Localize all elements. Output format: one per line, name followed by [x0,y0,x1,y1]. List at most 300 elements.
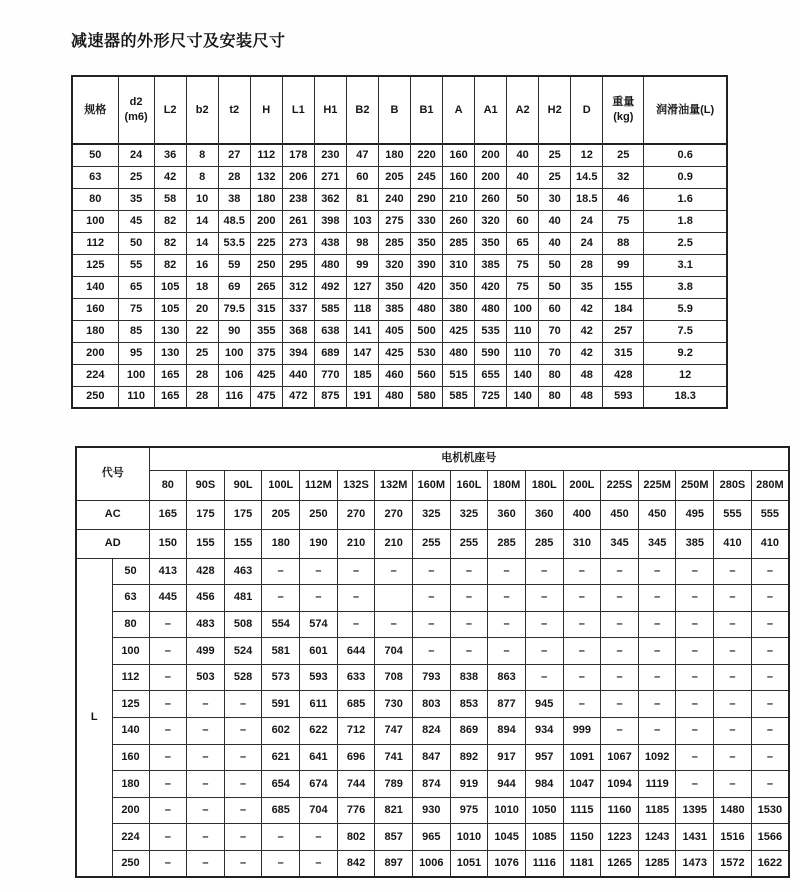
frame-col-header: 250M [676,470,714,500]
frame-value-cell: 150 [149,529,187,558]
frame-value-cell: 450 [601,500,639,529]
l-value-cell: – [525,638,563,665]
frame-col-header: 112M [300,470,338,500]
l-dimension-row [76,664,789,691]
dimension-value-cell: 220 [410,144,442,166]
dimension-value-cell: 295 [282,254,314,276]
l-value-cell: – [638,718,676,745]
dimension-value-cell: 7.5 [644,320,727,342]
l-value-cell: – [525,558,563,585]
l-value-cell: 847 [412,744,450,771]
dimension-value-cell: 9.2 [644,342,727,364]
dimension-value-cell: 14 [186,210,218,232]
l-value-cell: – [262,558,300,585]
dimension-value-cell: 75 [603,210,644,232]
l-value-cell: – [638,664,676,691]
dimension-value-cell: 200 [475,166,507,188]
l-value-cell: 644 [337,638,375,665]
dimension-value-cell: 160 [443,166,475,188]
dimension-value-cell: 105 [154,276,186,298]
dimension-value-cell: 257 [603,320,644,342]
dimension-value-cell: 585 [314,298,346,320]
dimension-value-cell: 8 [186,166,218,188]
l-value-cell: 945 [525,691,563,718]
frame-value-cell: 250 [300,500,338,529]
dimension-value-cell: 112 [250,144,282,166]
dimension-value-cell: 99 [603,254,644,276]
l-value-cell: – [563,691,601,718]
dimension-value-cell: 1.8 [644,210,727,232]
dimension-value-cell: 103 [346,210,378,232]
l-value-cell: – [563,638,601,665]
l-value-cell: 1115 [563,797,601,824]
dimension-value-cell: 260 [475,188,507,210]
dimension-value-cell: 90 [218,320,250,342]
spec-size-cell: 224 [72,364,118,386]
dimension-value-cell: 535 [475,320,507,342]
l-value-cell: 857 [375,824,413,851]
dimensions-col-header: 重量 (kg) [603,76,644,144]
l-value-cell: – [714,638,752,665]
frame-value-cell: 345 [638,529,676,558]
l-value-cell: 892 [450,744,488,771]
l-value-cell: 1480 [714,797,752,824]
l-value-cell: – [751,558,789,585]
dimension-value-cell: 3.1 [644,254,727,276]
dimension-value-cell: 285 [378,232,410,254]
l-value-cell: – [412,611,450,638]
dimension-value-cell: 75 [118,298,154,320]
dimension-value-cell: 312 [282,276,314,298]
dimension-value-cell: 472 [282,386,314,408]
l-value-cell: 445 [149,585,187,612]
dimension-value-cell: 385 [475,254,507,276]
dimension-value-cell: 315 [250,298,282,320]
dimensions-col-header: H2 [539,76,571,144]
l-value-cell: 944 [488,771,526,798]
dimension-value-cell: 81 [346,188,378,210]
l-value-cell: 1285 [638,851,676,878]
l-value-cell: 897 [375,851,413,878]
dimension-value-cell: 58 [154,188,186,210]
dimensions-col-header: A [443,76,475,144]
l-value-cell: – [300,824,338,851]
dimensions-col-header: L1 [282,76,314,144]
l-dimension-row [76,824,789,851]
l-value-cell: 1116 [525,851,563,878]
dimension-value-cell: 88 [603,232,644,254]
dimension-value-cell: 480 [314,254,346,276]
dimension-value-cell: 18.3 [644,386,727,408]
frame-value-cell: 285 [488,529,526,558]
l-value-cell: 863 [488,664,526,691]
l-value-cell: – [488,611,526,638]
dimensions-row [72,298,727,320]
l-value-cell: 1051 [450,851,488,878]
l-value-cell: 685 [337,691,375,718]
dimension-value-cell: 480 [378,386,410,408]
l-value-cell: 685 [262,797,300,824]
dimension-value-cell: 405 [378,320,410,342]
dimension-value-cell: 180 [250,188,282,210]
l-value-cell: 824 [412,718,450,745]
frame-col-header: 160L [450,470,488,500]
l-value-cell: – [412,585,450,612]
l-value-cell: – [262,824,300,851]
dimension-value-cell: 12 [571,144,603,166]
dimensions-row [72,342,727,364]
dimension-value-cell: 46 [603,188,644,210]
dimension-value-cell: 70 [539,320,571,342]
frame-value-cell: 155 [187,529,225,558]
l-value-cell: – [676,558,714,585]
dimension-value-cell: 25 [118,166,154,188]
l-value-cell: 704 [300,797,338,824]
l-value-cell: – [563,558,601,585]
l-value-cell: – [714,718,752,745]
l-dimension-row [76,691,789,718]
frame-col-header: 160M [412,470,450,500]
dimension-value-cell: 492 [314,276,346,298]
l-value-cell: 1006 [412,851,450,878]
l-value-cell [375,585,413,612]
dimension-value-cell: 80 [539,386,571,408]
dimension-value-cell: 127 [346,276,378,298]
l-value-cell: – [375,611,413,638]
l-value-cell: – [149,718,187,745]
l-value-cell: – [149,797,187,824]
l-value-cell: – [337,585,375,612]
dimension-value-cell: 2.5 [644,232,727,254]
l-dimension-row [76,718,789,745]
l-size-cell: 63 [112,585,149,612]
dimension-value-cell: 50 [539,254,571,276]
l-size-cell: 140 [112,718,149,745]
dimension-value-cell: 240 [378,188,410,210]
l-value-cell: – [676,744,714,771]
dimension-value-cell: 48 [571,386,603,408]
frame-value-cell: 325 [412,500,450,529]
dimension-value-cell: 36 [154,144,186,166]
dimension-value-cell: 59 [218,254,250,276]
l-value-cell: 1067 [601,744,639,771]
dimension-value-cell: 515 [443,364,475,386]
l-dimension-row [76,611,789,638]
dimensions-row [72,144,727,166]
l-value-cell: – [187,744,225,771]
l-value-cell: – [638,585,676,612]
dimension-value-cell: 225 [250,232,282,254]
dimension-value-cell: 638 [314,320,346,342]
dimension-value-cell: 110 [118,386,154,408]
frame-col-header: 225M [638,470,676,500]
dimension-value-cell: 80 [539,364,571,386]
dimension-value-cell: 100 [218,342,250,364]
ac-label-cell: AC [76,500,149,529]
l-value-cell: 853 [450,691,488,718]
dimension-value-cell: 25 [186,342,218,364]
dimension-value-cell: 480 [410,298,442,320]
dimension-value-cell: 5.9 [644,298,727,320]
dimension-value-cell: 265 [250,276,282,298]
l-value-cell: – [676,611,714,638]
dimension-value-cell: 178 [282,144,314,166]
l-value-cell: – [450,611,488,638]
dimension-value-cell: 141 [346,320,378,342]
l-value-cell: 528 [224,664,262,691]
dimension-value-cell: 20 [186,298,218,320]
dimension-value-cell: 48 [571,364,603,386]
l-value-cell: – [601,611,639,638]
dimension-value-cell: 580 [410,386,442,408]
dimension-value-cell: 40 [539,232,571,254]
dimension-value-cell: 100 [118,364,154,386]
frame-col-header: 90L [224,470,262,500]
dimension-value-cell: 100 [507,298,539,320]
l-value-cell: – [676,585,714,612]
dimensions-row [72,188,727,210]
dimensions-row [72,166,727,188]
dimension-value-cell: 32 [603,166,644,188]
dimension-value-cell: 585 [443,386,475,408]
frame-value-cell: 360 [488,500,526,529]
l-value-cell: 789 [375,771,413,798]
l-value-cell: 1572 [714,851,752,878]
l-size-cell: 160 [112,744,149,771]
l-value-cell: – [224,797,262,824]
dimension-value-cell: 355 [250,320,282,342]
l-value-cell: 747 [375,718,413,745]
l-dimension-row [76,851,789,878]
dimension-value-cell: 147 [346,342,378,364]
dimension-value-cell: 130 [154,342,186,364]
dimension-value-cell: 25 [539,144,571,166]
dimension-value-cell: 210 [443,188,475,210]
l-value-cell: – [638,691,676,718]
frame-value-cell: 400 [563,500,601,529]
l-size-cell: 125 [112,691,149,718]
frame-value-cell: 495 [676,500,714,529]
dimensions-row [72,254,727,276]
frame-value-cell: 555 [714,500,752,529]
l-size-cell: 50 [112,558,149,585]
l-value-cell: – [450,585,488,612]
dimension-value-cell: 368 [282,320,314,342]
frame-value-cell: 165 [149,500,187,529]
spec-size-cell: 63 [72,166,118,188]
l-value-cell: 975 [450,797,488,824]
motor-frame-header-cell: 电机机座号 [149,447,789,470]
l-value-cell: 965 [412,824,450,851]
dimension-value-cell: 79.5 [218,298,250,320]
l-value-cell: – [375,558,413,585]
dimension-value-cell: 185 [346,364,378,386]
l-value-cell: – [262,585,300,612]
dimension-value-cell: 75 [507,276,539,298]
dimension-value-cell: 28 [571,254,603,276]
dimensions-row [72,320,727,342]
dimensions-col-header: H1 [314,76,346,144]
page-title: 减速器的外形尺寸及安装尺寸 [71,33,286,50]
motor-table-header-row-2 [76,470,789,500]
spec-size-cell: 200 [72,342,118,364]
frame-col-header: 280S [714,470,752,500]
l-value-cell: – [488,638,526,665]
l-value-cell: – [676,664,714,691]
dimension-value-cell: 105 [154,298,186,320]
frame-value-cell: 270 [375,500,413,529]
l-value-cell: 593 [300,664,338,691]
dimension-value-cell: 273 [282,232,314,254]
l-value-cell: 877 [488,691,526,718]
dimension-value-cell: 205 [378,166,410,188]
dimension-value-cell: 50 [539,276,571,298]
frame-value-cell: 175 [224,500,262,529]
l-size-cell: 224 [112,824,149,851]
l-value-cell: 930 [412,797,450,824]
dimension-value-cell: 425 [378,342,410,364]
l-dimension-row [76,771,789,798]
dimension-value-cell: 42 [571,298,603,320]
dimension-value-cell: 28 [186,364,218,386]
dimension-value-cell: 53.5 [218,232,250,254]
dimension-value-cell: 50 [507,188,539,210]
dimension-value-cell: 200 [475,144,507,166]
l-value-cell: – [149,771,187,798]
dimension-value-cell: 425 [250,364,282,386]
l-value-cell: 1622 [751,851,789,878]
dimension-value-cell: 285 [443,232,475,254]
dimension-value-cell: 10 [186,188,218,210]
dimension-value-cell: 0.6 [644,144,727,166]
l-dimension-row [76,585,789,612]
l-value-cell: 581 [262,638,300,665]
frame-col-header: 80 [149,470,187,500]
dimension-value-cell: 398 [314,210,346,232]
ad-label-cell: AD [76,529,149,558]
dimension-value-cell: 480 [443,342,475,364]
dimensions-row [72,276,727,298]
dimensions-row [72,210,727,232]
l-value-cell: – [714,744,752,771]
l-size-cell: 250 [112,851,149,878]
l-value-cell: 919 [450,771,488,798]
l-value-cell: – [601,585,639,612]
l-value-cell: – [450,638,488,665]
l-value-cell: 934 [525,718,563,745]
dimension-value-cell: 655 [475,364,507,386]
dimension-value-cell: 1.6 [644,188,727,210]
l-value-cell: – [676,638,714,665]
dimension-value-cell: 47 [346,144,378,166]
dimension-value-cell: 261 [282,210,314,232]
l-value-cell: – [601,664,639,691]
dimension-value-cell: 440 [282,364,314,386]
l-value-cell: 456 [187,585,225,612]
l-value-cell: 622 [300,718,338,745]
dimension-value-cell: 25 [539,166,571,188]
dimension-value-cell: 140 [507,364,539,386]
spec-size-cell: 160 [72,298,118,320]
dimension-value-cell: 106 [218,364,250,386]
frame-value-cell: 555 [751,500,789,529]
l-value-cell: 1160 [601,797,639,824]
l-value-cell: 621 [262,744,300,771]
l-value-cell: 1047 [563,771,601,798]
dimension-value-cell: 271 [314,166,346,188]
l-value-cell: – [714,558,752,585]
dimension-value-cell: 60 [539,298,571,320]
motor-frame-table [75,446,790,878]
l-value-cell: 776 [337,797,375,824]
code-header-cell: 代号 [76,447,149,500]
frame-col-header: 100L [262,470,300,500]
l-value-cell: – [224,771,262,798]
frame-value-cell: 205 [262,500,300,529]
l-value-cell: 1085 [525,824,563,851]
dimensions-row [72,232,727,254]
dimension-value-cell: 330 [410,210,442,232]
dimension-value-cell: 24 [571,232,603,254]
dimensions-col-header: B1 [410,76,442,144]
dimension-value-cell: 475 [250,386,282,408]
l-value-cell: – [525,611,563,638]
dimension-value-cell: 110 [507,320,539,342]
dimension-value-cell: 82 [154,210,186,232]
l-value-cell: 1010 [450,824,488,851]
dimension-value-cell: 180 [378,144,410,166]
l-value-cell: – [149,638,187,665]
l-value-cell: – [300,851,338,878]
l-value-cell: – [525,664,563,691]
dimensions-table [71,75,728,409]
l-value-cell: 601 [300,638,338,665]
l-value-cell: – [525,585,563,612]
l-value-cell: 574 [300,611,338,638]
dimension-value-cell: 385 [378,298,410,320]
dimension-value-cell: 480 [475,298,507,320]
dimension-value-cell: 155 [603,276,644,298]
l-value-cell: – [450,558,488,585]
dimensions-row [72,386,727,408]
dimension-value-cell: 875 [314,386,346,408]
l-value-cell: 1516 [714,824,752,851]
dimensions-row [72,364,727,386]
frame-value-cell: 255 [412,529,450,558]
dimensions-col-header: B2 [346,76,378,144]
dimension-value-cell: 725 [475,386,507,408]
dimension-value-cell: 22 [186,320,218,342]
dimension-value-cell: 60 [507,210,539,232]
l-value-cell: 1473 [676,851,714,878]
dimension-value-cell: 40 [507,144,539,166]
l-value-cell: – [224,851,262,878]
dimension-value-cell: 245 [410,166,442,188]
dimension-value-cell: 315 [603,342,644,364]
l-value-cell: – [187,797,225,824]
l-value-cell: – [412,638,450,665]
l-size-cell: 112 [112,664,149,691]
dimension-value-cell: 40 [507,166,539,188]
dimensions-col-header: L2 [154,76,186,144]
dimension-value-cell: 116 [218,386,250,408]
l-value-cell: – [638,638,676,665]
l-value-cell: – [714,585,752,612]
l-value-cell: 744 [337,771,375,798]
l-dimension-row [76,558,789,585]
l-value-cell: – [751,585,789,612]
dimension-value-cell: 184 [603,298,644,320]
